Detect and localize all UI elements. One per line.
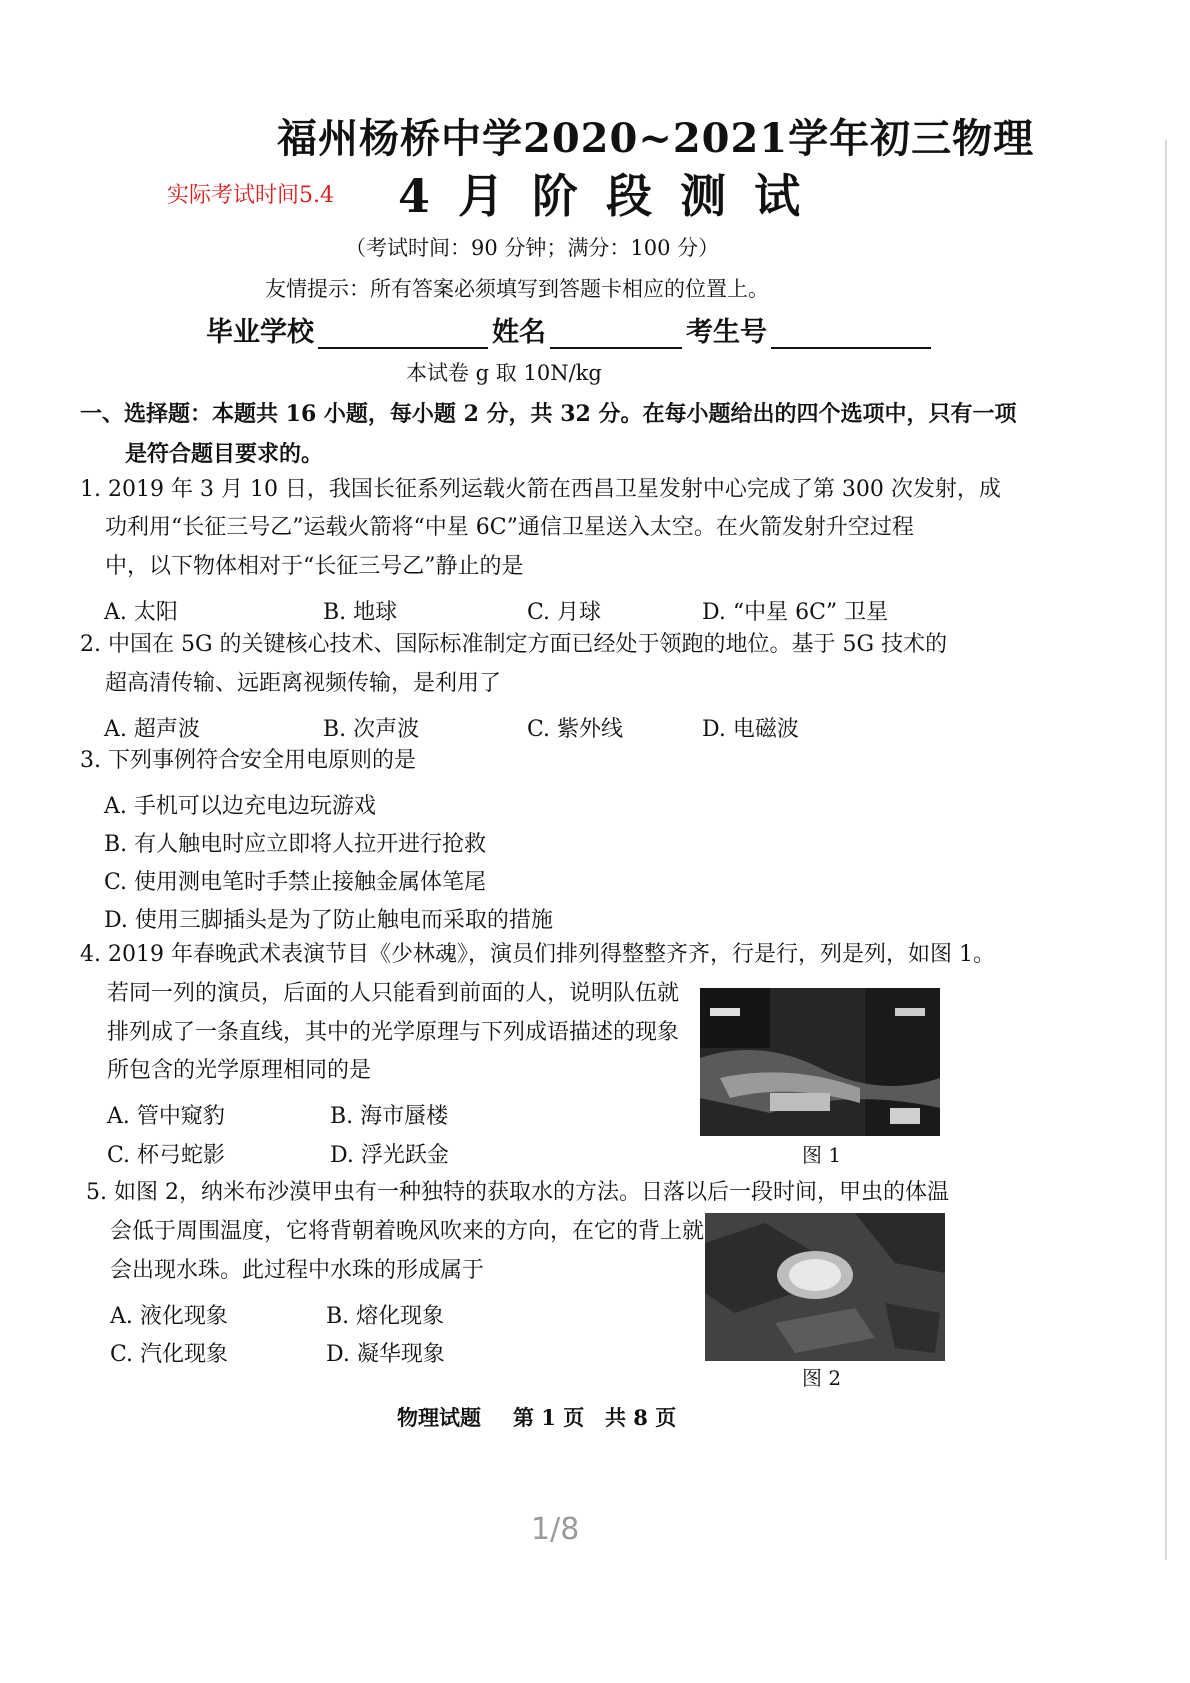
q4-line: 所包含的光学原理相同的是 <box>107 1058 372 1083</box>
q4-option-d: D. 浮光跃金 <box>330 1143 449 1168</box>
id-blank[interactable] <box>771 319 931 349</box>
q1-option-d: D. “中星 6C” 卫星 <box>702 600 889 625</box>
q2-option-c: C. 紫外线 <box>527 717 624 742</box>
q4-option-c: C. 杯弓蛇影 <box>107 1143 226 1168</box>
footer-total: 共 8 页 <box>605 1405 677 1430</box>
q1-option-b: B. 地球 <box>323 600 398 625</box>
page-indicator: 1/8 <box>531 1512 580 1547</box>
q4-line: 4. 2019 年春晚武术表演节目《少林魂》，演员们排列得整整齐齐，行是行，列是列，如图 1。 <box>80 942 995 967</box>
q2-option-d: D. 电磁波 <box>702 717 799 742</box>
school-blank[interactable] <box>318 319 488 349</box>
g-note: 本试卷 g 取 10N/kg <box>406 361 602 385</box>
q2-line: 超高清传输、远距离视频传输，是利用了 <box>105 671 502 696</box>
section-heading-cont: 是符合题目要求的。 <box>125 441 324 467</box>
q5-option-c: C. 汽化现象 <box>110 1342 229 1367</box>
q5-option-b: B. 熔化现象 <box>326 1304 445 1329</box>
martial-arts-photo <box>700 988 940 1136</box>
q5-line: 会低于周围温度，它将背朝着晚风吹来的方向，在它的背上就 <box>110 1219 705 1244</box>
figure-1-image <box>700 988 940 1136</box>
q5-option-a: A. 液化现象 <box>110 1304 228 1329</box>
tip-text: 友情提示：所有答案必须填写到答题卡相应的位置上。 <box>265 277 769 301</box>
q4-option-b: B. 海市蜃楼 <box>330 1104 449 1129</box>
school-label: 毕业学校 <box>206 317 314 348</box>
q3-option-d: D. 使用三脚插头是为了防止触电而采取的措施 <box>104 908 553 933</box>
q1-option-a: A. 太阳 <box>104 600 178 625</box>
section-heading: 一、选择题：本题共 16 小题，每小题 2 分，共 32 分。在每小题给出的四个选项中，只有一项 <box>80 401 1017 427</box>
q5-option-d: D. 凝华现象 <box>326 1342 445 1367</box>
q1-line: 1. 2019 年 3 月 10 日，我国长征系列运载火箭在西昌卫星发射中心完成了第 300 次发射，成 <box>80 477 1001 502</box>
q1-option-c: C. 月球 <box>527 600 602 625</box>
q5-line: 5. 如图 2，纳米布沙漠甲虫有一种独特的获取水的方法。日落以后一段时间，甲虫的体温 <box>86 1180 949 1205</box>
figure-1-caption: 图 1 <box>802 1143 842 1167</box>
q4-line: 若同一列的演员，后面的人只能看到前面的人，说明队伍就 <box>107 981 680 1006</box>
figure-2-image <box>705 1213 945 1361</box>
q2-line: 2. 中国在 5G 的关键核心技术、国际标准制定方面已经处于领跑的地位。基于 5G 技术的 <box>80 632 948 657</box>
footer-subject: 物理试题 <box>397 1405 481 1430</box>
name-label: 姓名 <box>492 317 546 348</box>
q1-line: 功利用“长征三号乙”运载火箭将“中星 6C”通信卫星送入太空。在火箭发射升空过程 <box>105 515 914 540</box>
page-subtitle: 4 月 阶 段 测 试 <box>398 169 807 223</box>
q4-line: 排列成了一条直线，其中的光学原理与下列成语描述的现象 <box>107 1020 680 1045</box>
figure-2-caption: 图 2 <box>802 1366 842 1390</box>
exam-date-note: 实际考试时间5.4 <box>167 183 334 208</box>
q3-option-a: A. 手机可以边充电边玩游戏 <box>104 794 376 819</box>
q3-line: 3. 下列事例符合安全用电原则的是 <box>80 748 416 773</box>
exam-info: （考试时间：90 分钟；满分：100 分） <box>345 236 720 260</box>
page-title: 福州杨桥中学2020~2021学年初三物理 <box>277 115 1035 162</box>
q3-option-c: C. 使用测电笔时手禁止接触金属体笔尾 <box>104 870 487 895</box>
id-label: 考生号 <box>686 317 767 348</box>
q1-line: 中，以下物体相对于“长征三号乙”静止的是 <box>105 554 524 579</box>
footer-page: 第 1 页 <box>513 1405 585 1430</box>
name-blank[interactable] <box>550 319 682 349</box>
q2-option-b: B. 次声波 <box>323 717 420 742</box>
beetle-photo <box>705 1213 945 1361</box>
scan-edge <box>1165 140 1167 1560</box>
q2-option-a: A. 超声波 <box>104 717 200 742</box>
q3-option-b: B. 有人触电时应立即将人拉开进行抢救 <box>104 832 487 857</box>
student-info-row <box>206 310 935 349</box>
q5-line: 会出现水珠。此过程中水珠的形成属于 <box>110 1258 485 1283</box>
q4-option-a: A. 管中窥豹 <box>107 1104 225 1129</box>
